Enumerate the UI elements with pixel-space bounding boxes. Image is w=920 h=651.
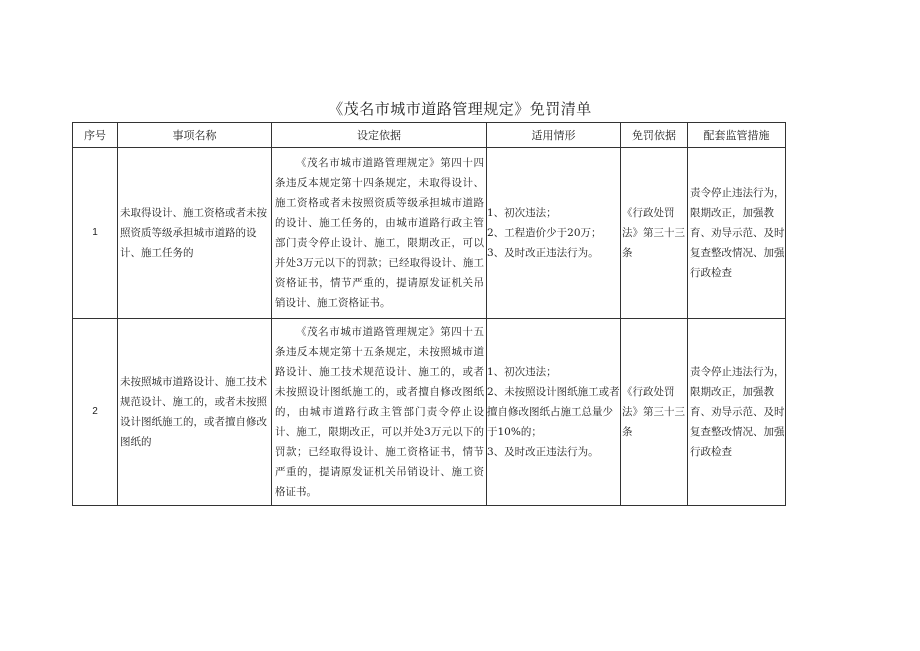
row-exemption-basis: 《行政处罚法》第三十三条 bbox=[621, 319, 688, 506]
row-conditions bbox=[487, 319, 621, 506]
condition-item: 2、未按照设计图纸施工或者擅自修改图纸占施工总量少于10%的； bbox=[487, 386, 620, 438]
table-row bbox=[73, 319, 786, 506]
row-legal-basis: 《茂名市城市道路管理规定》第四十四条违反本规定第十四条规定，未取得设计、施工资格或者未按照资质等级承担城市道路的设计、施工任务的，由城市道路行政主管部门责令停止设计、施工，限期改正，可以并处3万元以下的罚款；已经取得设计、施工资格证书，情节严重的，提请原发证机关吊销设计、施工资格证书。 bbox=[272, 148, 487, 319]
page-title: 《茂名市城市道路管理规定》免罚清单 bbox=[328, 100, 592, 118]
header-name: 事项名称 bbox=[118, 123, 272, 148]
row-measures: 责令停止违法行为，限期改正，加强教育、劝导示范、及时复查整改情况、加强行政检查 bbox=[688, 148, 786, 319]
header-basis: 设定依据 bbox=[272, 123, 487, 148]
row-measures: 责令停止违法行为，限期改正，加强教育、劝导示范、及时复查整改情况、加强行政检查 bbox=[688, 319, 786, 506]
condition-item: 3、及时改正违法行为。 bbox=[487, 446, 599, 458]
condition-item: 3、及时改正违法行为。 bbox=[487, 247, 599, 259]
row-seq: 2 bbox=[73, 319, 118, 506]
exemption-table bbox=[72, 122, 786, 506]
header-exemption: 免罚依据 bbox=[621, 123, 688, 148]
row-seq: 1 bbox=[73, 148, 118, 319]
row-legal-basis: 《茂名市城市道路管理规定》第四十五条违反本规定第十五条规定，未按照城市道路设计、施工技术规范设计、施工的，或者未按照设计图纸施工的，或者擅自修改图纸的，由城市道路行政主管部门责令停止设计、施工，限期改正，可以并处3万元以下的罚款；已经取得设计、施工资格证书，情节严重的，提请原发证机关吊销设计、施工资格证书。 bbox=[272, 319, 487, 506]
condition-item: 1、初次违法； bbox=[487, 366, 557, 378]
header-measures: 配套监管措施 bbox=[688, 123, 786, 148]
table-row bbox=[73, 148, 786, 319]
row-item-name: 未按照城市道路设计、施工技术规范设计、施工的，或者未按照设计图纸施工的，或者擅自修改图纸的 bbox=[118, 319, 272, 506]
header-conditions: 适用情形 bbox=[487, 123, 621, 148]
condition-item: 1、初次违法； bbox=[487, 207, 557, 219]
header-row bbox=[73, 123, 786, 148]
header-seq: 序号 bbox=[73, 123, 118, 148]
row-exemption-basis: 《行政处罚法》第三十三条 bbox=[621, 148, 688, 319]
row-item-name: 未取得设计、施工资格或者未按照资质等级承担城市道路的设计、施工任务的 bbox=[118, 148, 272, 319]
row-conditions bbox=[487, 148, 621, 319]
condition-item: 2、工程造价少于20万； bbox=[487, 227, 602, 239]
